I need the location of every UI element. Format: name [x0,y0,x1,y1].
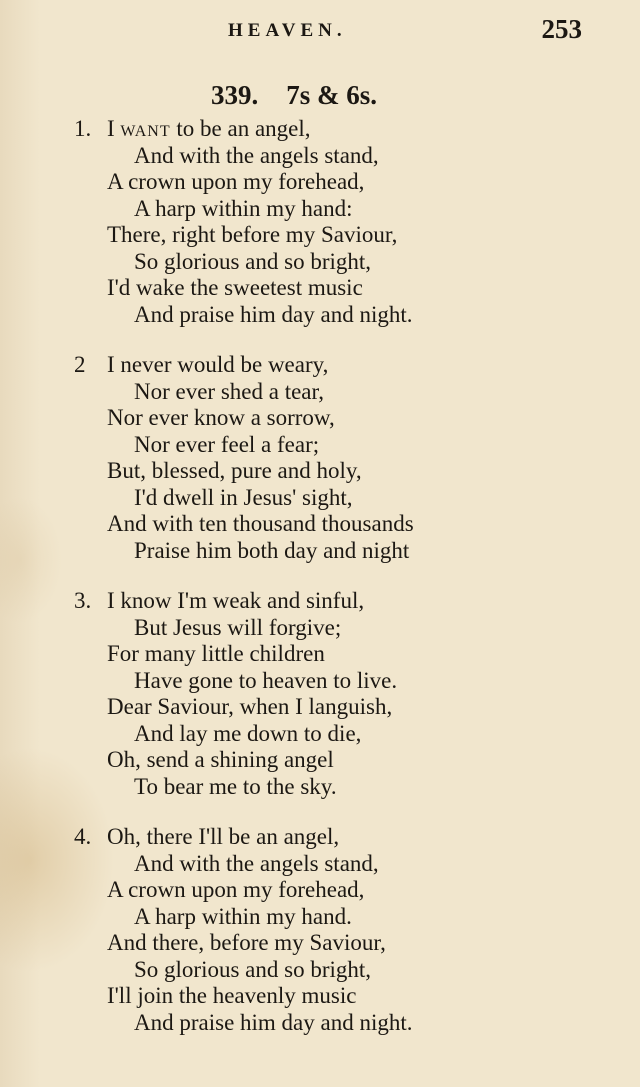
verse-number: 3. [74,588,92,613]
verse-line: Nor ever feel a fear; [134,431,320,457]
verse-line: And praise him day and night. [134,301,413,327]
verse-1 [0,116,640,328]
verse-4 [0,824,640,1036]
verse-line: I know I'm weak and sinful, [107,588,365,613]
verse-line [107,116,640,143]
verse-line: A crown upon my forehead, [107,169,365,194]
running-title: HEAVEN. [228,20,347,41]
verse-line: So glorious and so bright, [134,956,372,982]
verse-line: For many little children [107,641,325,666]
hymn-verses [0,116,640,1060]
verse-line: I'll join the heavenly music [107,983,357,1008]
verse-line: Oh, there I'll be an angel, [107,824,340,849]
verse-line: A harp within my hand: [134,195,353,221]
verse-line: And there, before my Saviour, [107,930,386,955]
verse-line: Praise him both day and night [134,537,410,563]
verse-line: And lay me down to die, [134,720,362,746]
verse-line: Dear Saviour, when I languish, [107,694,393,719]
verse-line: But, blessed, pure and holy, [107,458,362,483]
verse-3 [0,588,640,800]
verse-line: I'd wake the sweetest music [107,275,363,300]
verse-line: But Jesus will forgive; [134,614,342,640]
verse-line: A crown upon my forehead, [107,877,365,902]
hymn-number: 339. [211,80,259,110]
hymn-header [211,80,377,111]
verse-line: Have gone to heaven to live. [134,667,398,693]
verse-line: And with ten thousand thousands [107,511,414,536]
verse-number: 1. [74,116,92,141]
verse-line: To bear me to the sky. [134,773,337,799]
first-line-rest: to be an angel, [170,116,311,141]
verse-line: Nor ever shed a tear, [134,378,325,404]
verse-number: 4. [74,824,92,849]
verse-line: I'd dwell in Jesus' sight, [134,484,353,510]
page-number: 253 [541,14,582,44]
verse-line: And with the angels stand, [134,850,379,876]
verse-line: And with the angels stand, [134,142,379,168]
verse-2 [0,352,640,564]
verse-line: Oh, send a shining angel [107,747,334,772]
verse-line: So glorious and so bright, [134,248,372,274]
verse-number: 2 [74,352,86,377]
small-caps-word: want [120,116,171,141]
verse-line: There, right before my Saviour, [107,222,398,247]
verse-line: I never would be weary, [107,352,329,377]
verse-line: And praise him day and night. [134,1009,413,1035]
first-word: I [107,116,115,141]
verse-line: Nor ever know a sorrow, [107,405,335,430]
verse-line: A harp within my hand. [134,903,352,929]
hymn-meter: 7s & 6s. [286,80,378,110]
